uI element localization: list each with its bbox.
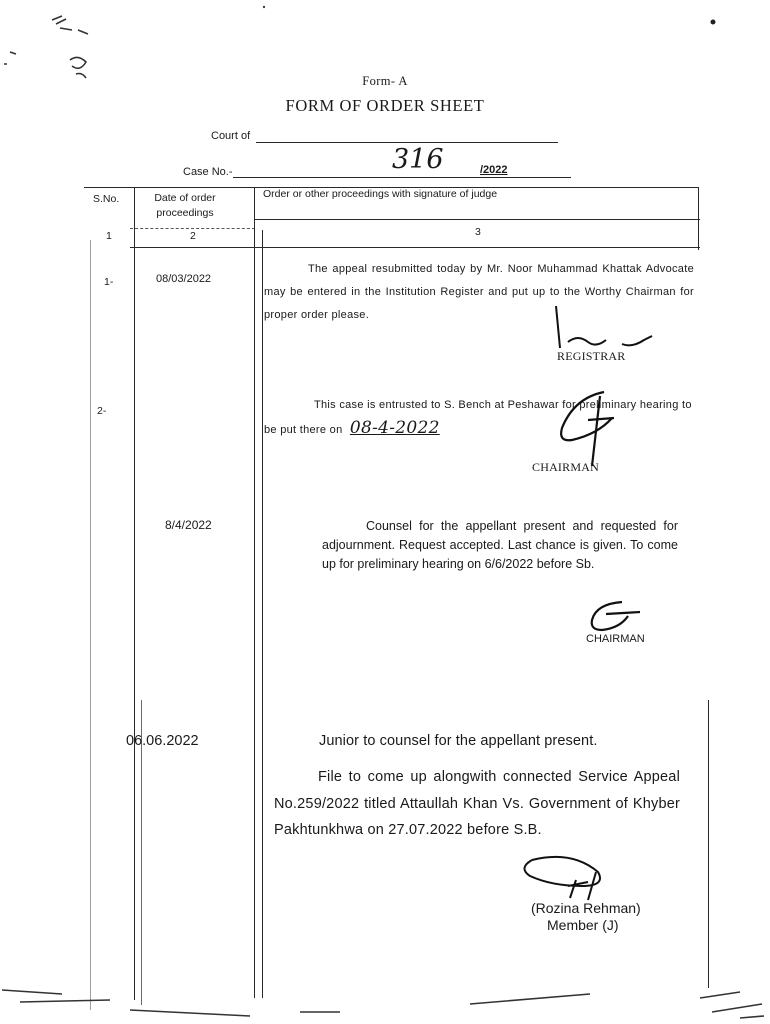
entry-4-line1: Junior to counsel for the appellant present. bbox=[319, 733, 598, 749]
column-number-1: 1 bbox=[106, 230, 112, 242]
entry-4-signatory-name: (Rozina Rehman) bbox=[531, 900, 641, 916]
column-header-sno: S.No. bbox=[93, 193, 120, 205]
entry-2-sno: 2- bbox=[97, 405, 107, 417]
entry-4-order-text: File to come up alongwith connected Service Appeal No.259/2022 titled Attaullah Khan Vs. Government of Khyber Pakhtunkhwa on 27.07.2022 before S.B. bbox=[274, 769, 680, 838]
case-label: Case No.- bbox=[183, 166, 233, 178]
table-right-border bbox=[698, 188, 699, 250]
chairman-signature-1 bbox=[548, 388, 628, 468]
column-header-date: Date of order proceedings bbox=[154, 192, 216, 219]
column-divider-3 bbox=[254, 188, 255, 998]
entry-1-order-text: The appeal resubmitted today by Mr. Noor Muhammad Khattak Advocate may be entered in the Institution Register and put up to the Worthy Chairman for proper order please. bbox=[264, 263, 694, 321]
table-left-border bbox=[90, 240, 91, 1010]
entry-1-sno: 1- bbox=[104, 276, 114, 288]
case-number: 316 bbox=[392, 144, 444, 175]
member-signature bbox=[518, 852, 618, 904]
table-right-border-lower bbox=[708, 700, 709, 988]
entry-2-signatory: CHAIRMAN bbox=[532, 460, 599, 474]
entry-4-signatory-title: Member (J) bbox=[547, 917, 619, 933]
entry-2-order-text bbox=[264, 394, 696, 442]
entry-1-signatory: REGISTRAR bbox=[557, 349, 626, 363]
column-divider-1 bbox=[134, 188, 135, 1000]
registrar-signature bbox=[550, 304, 690, 354]
column-number-2: 2 bbox=[190, 230, 196, 242]
entry-3-order-text: Counsel for the appellant present and requested for adjournment. Request accepted. Last chance is given. To come up for preliminary hearing on 6/6/2022 before Sb. bbox=[322, 519, 678, 571]
entry-4-date: 06.06.2022 bbox=[126, 733, 199, 749]
column-header-order: Order or other proceedings with signature of judge bbox=[263, 188, 498, 200]
table-header-bottom bbox=[130, 247, 700, 248]
case-underline bbox=[233, 177, 571, 178]
column-divider-4 bbox=[262, 230, 263, 998]
table-number-row-divider bbox=[130, 228, 255, 229]
form-label: Form- A bbox=[362, 74, 408, 88]
entry-1-date: 08/03/2022 bbox=[156, 273, 212, 285]
column-number-3: 3 bbox=[475, 226, 481, 238]
entry-3-signatory: CHAIRMAN bbox=[586, 633, 645, 645]
page-title: FORM OF ORDER SHEET bbox=[285, 96, 485, 115]
entry-2-handwritten-date: 08-4-2022 bbox=[349, 418, 440, 438]
case-year: /2022 bbox=[480, 164, 508, 176]
court-underline bbox=[256, 142, 558, 143]
entry-2-text: This case is entrusted to S. Bench at Peshawar for preliminary hearing to be put there on bbox=[264, 399, 692, 436]
table-header-divider bbox=[255, 219, 700, 220]
entry-3-date: 8/4/2022 bbox=[165, 518, 212, 532]
court-label: Court of bbox=[211, 130, 251, 142]
